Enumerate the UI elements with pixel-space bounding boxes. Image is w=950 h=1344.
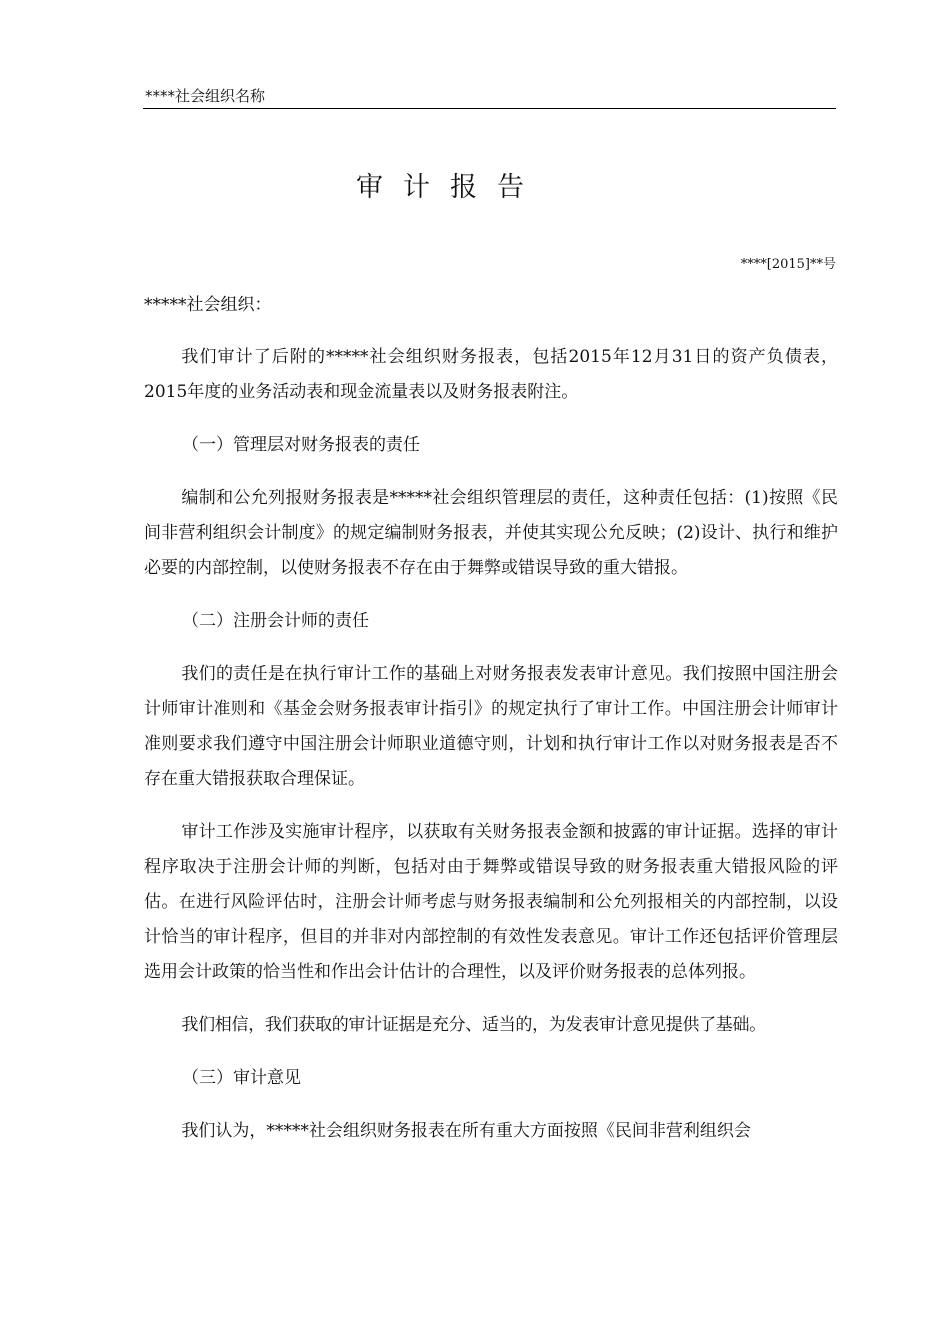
management-responsibility-paragraph: 编制和公允列报财务报表是*****社会组织管理层的责任，这种责任包括：(1)按照《民间非营利组织会计制度》的规定编制财务报表，并使其实现公允反映；(2)设计、执行和维护必要的内部控制，以使财务报表不存在由于舞弊或错误导致的重大错报。 [144, 488, 838, 578]
cpa-responsibility-paragraph-1: 我们的责任是在执行审计工作的基础上对财务报表发表审计意见。我们按照中国注册会计师审计准则和《基金会财务报表审计指引》的规定执行了审计工作。中国注册会计师审计准则要求我们遵守中国注册会计师职业道德守则，计划和执行审计工作以对财务报表是否不存在重大错报获取合理保证。 [144, 664, 838, 789]
section-heading-opinion: （三）审计意见 [182, 1068, 301, 1088]
report-body [144, 288, 838, 1167]
salutation: *****社会组织： [144, 295, 272, 315]
intro-paragraph: 我们审计了后附的*****社会组织财务报表，包括2015年12月31日的资产负债表，2015年度的业务活动表和现金流量表以及财务报表附注。 [144, 347, 838, 402]
organization-name: ****社会组织名称 [145, 87, 266, 105]
belief-paragraph: 我们相信，我们获取的审计证据是充分、适当的，为发表审计意见提供了基础。 [181, 1015, 766, 1035]
page-header [143, 86, 836, 109]
document-number: ****[2015]**号 [740, 257, 836, 272]
document-title: 审计报告 [356, 172, 544, 203]
section-heading-management: （一）管理层对财务报表的责任 [182, 435, 420, 455]
cpa-responsibility-paragraph-2: 审计工作涉及实施审计程序，以获取有关财务报表金额和披露的审计证据。选择的审计程序取决于注册会计师的判断，包括对由于舞弊或错误导致的财务报表重大错报风险的评估。在进行风险评估时，注册会计师考虑与财务报表编制和公允列报相关的内部控制，以设计恰当的审计程序，但目的并非对内部控制的有效性发表意见。审计工作还包括评价管理层选用会计政策的恰当性和作出会计估计的合理性，以及评价财务报表的总体列报。 [144, 822, 838, 982]
opinion-paragraph: 我们认为，*****社会组织财务报表在所有重大方面按照《民间非营利组织会 [181, 1121, 751, 1141]
section-heading-cpa: （二）注册会计师的责任 [182, 611, 369, 631]
